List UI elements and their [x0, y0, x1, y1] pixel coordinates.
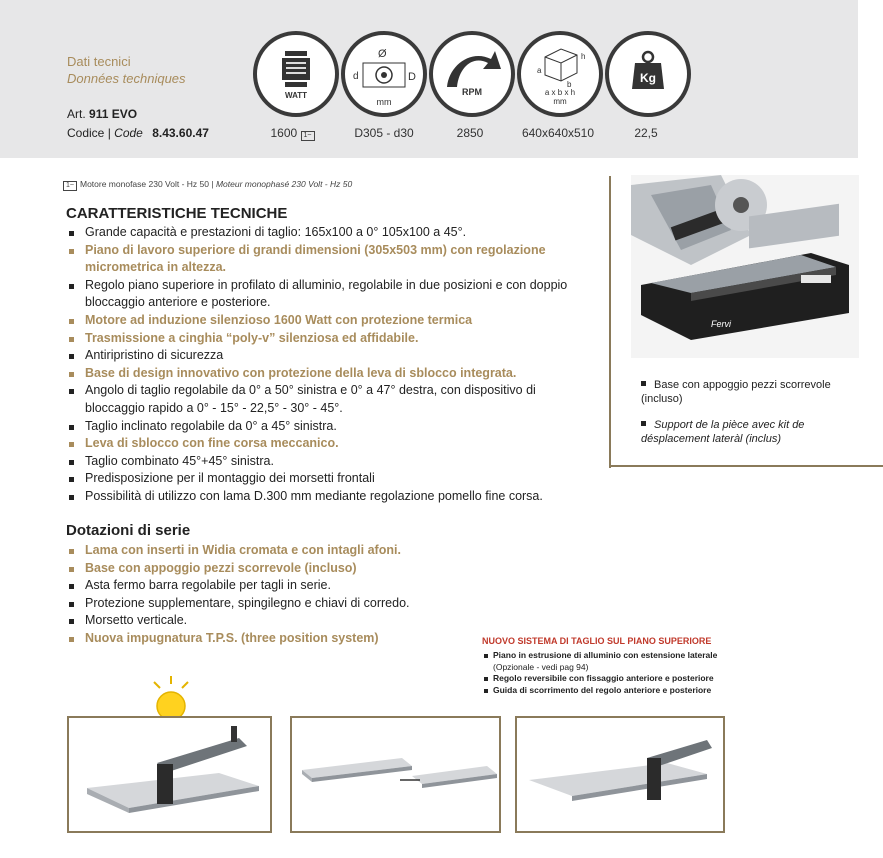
- header-title-it: Dati tecnici: [67, 54, 131, 69]
- dimensions-value: 640x640x510: [521, 126, 595, 140]
- watt-icon: [257, 35, 335, 113]
- list-item: Base con appoggio pezzi scorrevole (incluso): [66, 560, 486, 578]
- blade-spec-circle: [341, 31, 427, 117]
- rpm-spec-circle: [429, 31, 515, 117]
- list-item: Guida di scorrimento del regolo anteriore e posteriore: [483, 685, 717, 697]
- motor-note-sep: |: [211, 179, 214, 189]
- list-item: Antiripristino di sicurezza: [66, 347, 586, 365]
- h-symbol: h: [581, 52, 586, 61]
- code-label: Code: [114, 126, 143, 140]
- code-separator: |: [107, 126, 111, 140]
- list-item: Possibilità di utilizzo con lama D.300 mm mediante regolazione pomello fine corsa.: [66, 488, 586, 506]
- table-image-3: [515, 716, 725, 833]
- watt-label: WATT: [284, 91, 308, 100]
- motor-note-fr: Moteur monophasé 230 Volt - Hz 50: [215, 179, 353, 189]
- blade-value: D305 - d30: [354, 126, 414, 140]
- header-title-fr: Données techniques: [67, 71, 186, 86]
- article-label: Art.: [67, 107, 86, 121]
- diameter-symbol: Ø: [378, 48, 387, 60]
- list-item: Trasmissione a cinghia “poly-v” silenziosa ed affidabile.: [66, 330, 586, 348]
- D-symbol: D: [408, 71, 416, 83]
- worktable-reversed-fence-illustration: [517, 718, 723, 831]
- code-value: 8.43.60.47: [152, 126, 209, 140]
- side-panel-border-left: [609, 176, 611, 468]
- list-item: Nuova impugnatura T.P.S. (three position system): [66, 630, 486, 648]
- dimensions-label: a x b x h mm: [544, 88, 576, 106]
- list-item: Angolo di taglio regolabile da 0° a 50° sinistra e 0° a 47° destra, con dispositivo di bloccaggio rapido a 0° - 15° - 22,5° - 30° - 45°.: [66, 382, 586, 417]
- watt-value: 1600: [270, 126, 298, 140]
- side-note-fr-text: Support de la pièce avec kit de désplacement lateràl (inclus): [641, 419, 805, 445]
- standard-equipment-list: [66, 542, 486, 648]
- watt-spec-circle: [253, 31, 339, 117]
- motor-note-it: Motore monofase 230 Volt - Hz 50: [79, 179, 209, 189]
- list-item: Morsetto verticale.: [66, 612, 486, 630]
- watt-value-cell: [249, 126, 339, 141]
- blade-unit-label: mm: [376, 97, 392, 107]
- list-item: Grande capacità e prestazioni di taglio: 165x100 a 0° 105x100 a 45°.: [66, 224, 586, 242]
- worktable-extension-illustration: [292, 718, 499, 831]
- article-code: 911 EVO: [89, 107, 138, 121]
- list-item: Taglio combinato 45°+45° sinistra.: [66, 453, 586, 471]
- list-item: Protezione supplementare, spingilegno e chiavi di corredo.: [66, 595, 486, 613]
- features-heading: CARATTERISTICHE TECNICHE: [66, 205, 288, 222]
- list-item: Predisposizione per il montaggio dei morsetti frontali: [66, 470, 586, 488]
- table-image-1: [67, 716, 272, 833]
- single-phase-badge: 1~: [301, 131, 315, 141]
- weight-spec-circle: [605, 31, 691, 117]
- new-system-title: NUOVO SISTEMA DI TAGLIO SUL PIANO SUPERIORE: [482, 636, 712, 646]
- weight-value: 22,5: [634, 126, 658, 140]
- codice-label: Codice: [67, 126, 105, 140]
- weight-icon: [609, 35, 687, 113]
- list-item: Piano in estrusione di alluminio con estensione laterale: [483, 650, 717, 662]
- bullet-square: [641, 421, 646, 426]
- standard-equipment-heading: Dotazioni di serie: [66, 522, 191, 539]
- a-symbol: a: [537, 66, 542, 75]
- b-symbol: b: [567, 80, 572, 89]
- d-symbol: d: [353, 71, 359, 82]
- worktable-fence-illustration: [69, 718, 270, 831]
- saw-brand: Fervi: [711, 319, 731, 329]
- list-item: Leva di sblocco con fine corsa meccanico.: [66, 435, 586, 453]
- code-row: [67, 126, 209, 140]
- dimensions-spec-circle: [517, 31, 603, 117]
- list-item: (Opzionale - vedi pag 94): [493, 661, 589, 672]
- rpm-icon: [433, 35, 511, 113]
- table-image-2: [290, 716, 501, 833]
- rpm-label: RPM: [462, 87, 482, 97]
- side-panel-border-bottom: [609, 465, 883, 467]
- list-item: Piano di lavoro superiore di grandi dimensioni (305x503 mm) con regolazione micrometrica in altezza.: [66, 242, 586, 277]
- list-item: Lama con inserti in Widia cromata e con intagli afoni.: [66, 542, 486, 560]
- features-list: [66, 224, 586, 506]
- list-item: Taglio inclinato regolabile da 0° a 45° sinistra.: [66, 418, 586, 436]
- bullet-square: [641, 381, 646, 386]
- rpm-value: 2850: [456, 126, 484, 140]
- single-phase-badge-small: 1~: [63, 181, 77, 191]
- list-item: Motore ad induzione silenzioso 1600 Watt con protezione termica: [66, 312, 586, 330]
- weight-label: Kg: [640, 71, 656, 85]
- side-note-it-text: Base con appoggio pezzi scorrevole (incluso): [641, 379, 831, 405]
- list-item: Asta fermo barra regolabile per tagli in serie.: [66, 577, 486, 595]
- side-note-it: [641, 378, 861, 406]
- miter-saw-photo: [631, 175, 859, 358]
- list-item: Regolo reversibile con fissaggio anteriore e posteriore: [483, 673, 717, 685]
- side-note-fr: [641, 418, 871, 446]
- list-item: Regolo piano superiore in profilato di alluminio, regolabile in due posizioni e con doppio bloccaggio anteriore e posteriore.: [66, 277, 586, 312]
- motor-note: [63, 179, 352, 191]
- list-item: Base di design innovativo con protezione della leva di sblocco integrata.: [66, 365, 586, 383]
- new-system-list: [483, 650, 717, 696]
- article-row: [67, 107, 137, 121]
